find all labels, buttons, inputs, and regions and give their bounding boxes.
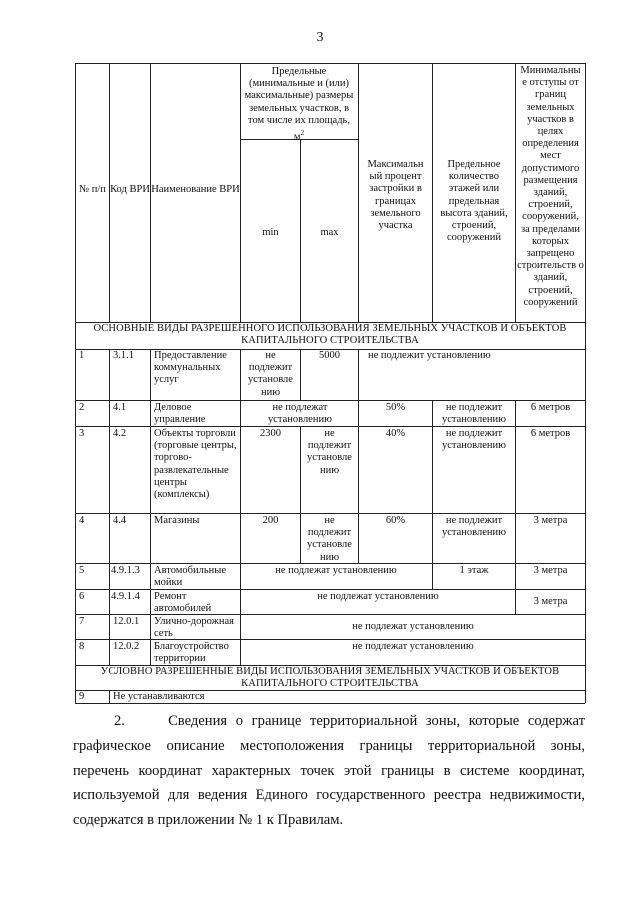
row-minfloors: не подлежат установлению [317,591,439,602]
col-header-code: Код ВРИ [110,184,150,195]
row-name: Деловое управление [154,402,206,426]
row-min: 2300 [260,428,281,439]
row-floors: не подлежит установлению [442,515,506,539]
row-floors: не подлежит установлению [442,402,506,426]
note-text: Сведения о границе территориальной зоны, которые содержат графическое описание местоположения границы территориальной зоны, перечень координат характерных точек этой границы в системе координат, используемой для ведения Единого государственного реестра недвижимости, содержатся в приложении № 1 к Правилам. [73,713,585,829]
row-rest: не подлежат установлению [352,641,474,652]
row-num: 9 [79,691,85,702]
col-header-size: Предельные (минимальные и (или) максимальные) размеры земельных участков, в том числе их площадь, $м^2$ [244,66,354,143]
row-code: 4.2 [113,428,127,439]
row-name: Улично-дорожная сеть [154,616,234,640]
row-num: 2 [79,402,85,413]
section-cond-title: УСЛОВНО РАЗРЕШЕННЫЕ ВИДЫ ИСПОЛЬЗОВАНИЯ ЗЕМЕЛЬНЫХ УЧАСТКОВ И ОБЪЕКТОВ КАПИТАЛЬНОГО СТРОИТЕЛЬСТВА [100,666,560,690]
row-minmax: не подлежат установлению [268,402,332,426]
row-max: 5000 [319,350,340,361]
row-name: Ремонт автомобилей [154,591,212,615]
row-code: 4.4 [113,515,127,526]
col-header-setback: Минимальны е отступы от границ земельных участков в целях определения мест допустимого размещения зданий, строений, сооружений, за пределами которых запрещено строительств о зданий, строений, сооружений [517,65,584,308]
row-min: не подлежит установле нию [248,350,293,398]
row-text: Не устанавливаются [113,691,205,702]
row-setback: 3 метра [533,565,568,576]
row-num: 3 [79,428,85,439]
col-header-num: № п/п [79,184,106,195]
row-num: 1 [79,350,85,361]
row-code: 3.1.1 [113,350,134,361]
row-minpct: не подлежат установлению [275,565,397,576]
row-setback: 3 метра [533,596,568,607]
row-rest: не подлежат установлению [352,621,474,632]
col-header-min: min [262,227,279,238]
row-percent: 60% [385,515,406,526]
row-name: Магазины [154,515,200,526]
section-main-title: ОСНОВНЫЕ ВИДЫ РАЗРЕШЕННОГО ИСПОЛЬЗОВАНИЯ ЗЕМЕЛЬНЫХ УЧАСТКОВ И ОБЪЕКТОВ КАПИТАЛЬНОГО СТРОИТЕЛЬСТВА [93,323,567,347]
row-setback: 6 метров [530,402,571,413]
col-header-percent: Максимальн ый процент застройки в границах земельного участка [367,159,424,232]
row-code: 4.9.1.4 [111,591,140,602]
row-floors: не подлежит установлению [442,428,506,452]
col-header-name: Наименование ВРИ [151,184,240,195]
row-setback: 3 метра [533,515,568,526]
col-header-floors: Предельное количество этажей или предельная высота зданий, строений, сооружений [440,159,508,244]
note-number: 2. [114,713,125,729]
row-num: 4 [79,515,85,526]
col-header-max: max [320,227,339,238]
row-num: 8 [79,641,85,652]
row-percent: 50% [385,402,406,413]
row-code: 4.9.1.3 [111,565,140,576]
row-code: 12.0.2 [113,641,140,652]
row-rest: не подлежит установлению [368,350,491,361]
row-code: 4.1 [113,402,127,413]
row-name: Благоустройство территории [154,641,229,665]
row-max: не подлежит установле нию [307,428,352,476]
row-num: 7 [79,616,85,627]
page-number: 3 [316,30,324,45]
row-percent: 40% [385,428,406,439]
row-name: Предоставление коммунальных услуг [154,350,227,386]
row-max: не подлежит установле нию [307,515,352,563]
row-code: 12.0.1 [113,616,140,627]
row-setback: 6 метров [530,428,571,439]
row-num: 6 [79,591,85,602]
row-min: 200 [262,515,279,526]
note-paragraph [73,709,585,833]
row-name: Автомобильные мойки [154,565,226,589]
row-name: Объекты торговли (торговые центры, торгово-развлекательные центры (комплексы) [154,428,237,501]
row-num: 5 [79,565,85,576]
row-floors: 1 этаж [459,565,489,576]
